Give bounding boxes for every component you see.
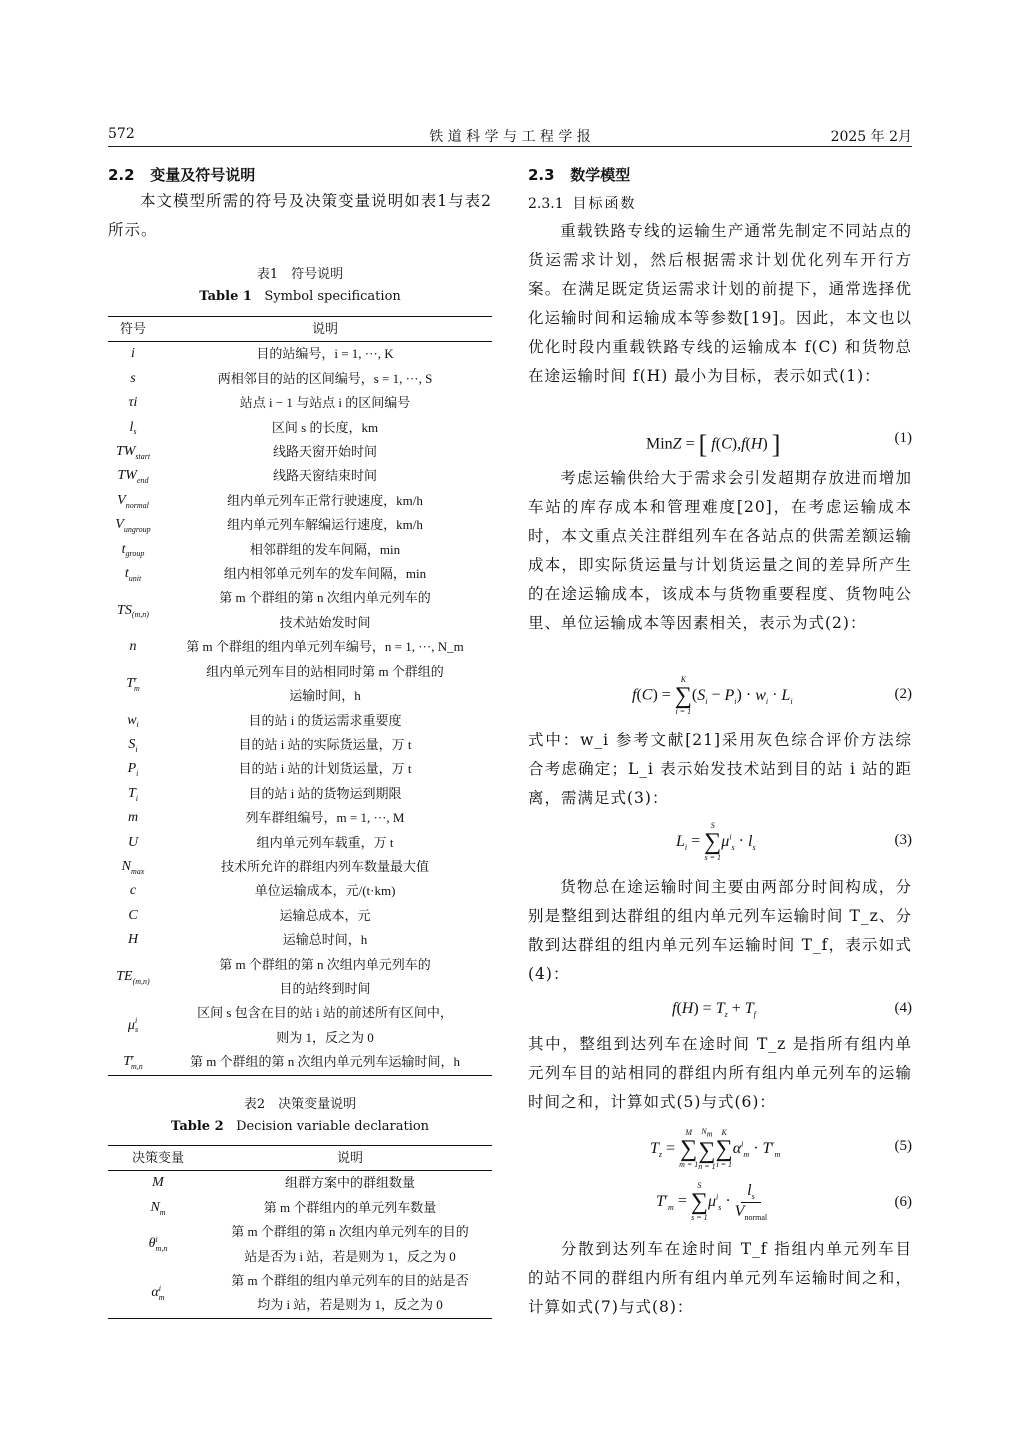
description-line: 第 m 个群组的第 n 次组内单元列车运输时间，h [189, 1054, 461, 1070]
symbol-cell [108, 367, 158, 391]
symbol-cell [108, 953, 158, 1002]
equation-number: (1) [894, 430, 912, 446]
section-heading-2-2 [108, 164, 255, 185]
symbol-subscript: (m,n) [132, 976, 150, 986]
description-cell [208, 1171, 492, 1196]
description-line: 组群方案中的群组数量 [284, 1175, 415, 1191]
symbol-cell [108, 1220, 208, 1269]
description-line: 技术所允许的群组内列车数量最大值 [220, 858, 429, 874]
description-line: 运输总时间，h [282, 932, 368, 948]
symbol-subscript: group [125, 549, 145, 559]
symbol-subscript: end [136, 476, 149, 486]
description-cell [158, 513, 492, 537]
description-cell [158, 782, 492, 806]
symbol-subscript: max [131, 866, 145, 876]
symbol-cell [108, 513, 158, 537]
symbol-cell [108, 464, 158, 488]
table1-title: Symbol specification [264, 289, 401, 304]
symbol-cell [108, 635, 158, 659]
table1 [108, 316, 492, 1076]
symbol-cell [108, 342, 158, 367]
table2 [108, 1145, 492, 1319]
table-row [108, 928, 492, 952]
paragraph-5-text: 其中，整组到达列车在途时间 T_z 是指所有组内单元列车目的站相同的群组内所有组内单元列车的运输时间之和，计算如式(5)与式(6)： [528, 1035, 912, 1111]
equation-4: $f(H) = T_z + T_f$ (4) [672, 1000, 912, 1020]
description-cell [158, 855, 492, 879]
description-line: 目的站终到时间 [279, 980, 371, 996]
description-line: 列车群组编号，m = 1, ···, M [245, 810, 405, 826]
symbol-subscript: normal [125, 500, 149, 510]
symbol-cell [108, 806, 158, 830]
description-line: 区间 s 的长度，km [271, 419, 379, 435]
symbol-base: T [126, 675, 134, 691]
symbol-superscript: r [134, 674, 138, 684]
description-line: 目的站 i 站的实际货运量，万 t [238, 736, 412, 752]
symbol-base: c [129, 883, 137, 899]
symbol-superscript [133, 418, 136, 427]
issue-date: 2025 年 2月 [830, 129, 912, 145]
description-cell [158, 342, 492, 367]
table-row [108, 953, 492, 1002]
description-cell [158, 953, 492, 1002]
description-line: 目的站编号，i = 1, ···, K [256, 346, 394, 362]
section-number: 2.3 [528, 166, 555, 184]
symbol-superscript: i [134, 1016, 138, 1026]
symbol-subscript: unit [128, 573, 142, 583]
description-cell [158, 416, 492, 440]
header-rule [108, 146, 912, 147]
table-row [108, 342, 492, 367]
symbol-subscript: m [134, 683, 140, 693]
symbol-cell [108, 391, 158, 415]
symbol-cell [108, 831, 158, 855]
description-cell [208, 1220, 492, 1269]
symbol-base: α [151, 1285, 159, 1301]
symbol-base: l [129, 419, 134, 435]
equation-2: f(C) = K ∑ i = 1 $(S_i - P_i) \cdot w_i \cdot L_i$ (2) [632, 675, 912, 716]
table-row [108, 416, 492, 440]
description-cell [158, 440, 492, 464]
symbol-cell [108, 489, 158, 513]
symbol-cell [108, 1171, 208, 1196]
symbol-subscript: m,n [155, 1244, 168, 1254]
symbol-cell [108, 733, 158, 757]
description-line: 第 m 个群组的第 n 次组内单元列车的目的 [231, 1224, 469, 1240]
symbol-base: C [128, 907, 138, 923]
description-line: 组内相邻单元列车的发车间隔，min [223, 566, 427, 582]
table-row [108, 660, 492, 709]
symbol-superscript [135, 443, 150, 452]
table-row [108, 806, 492, 830]
description-line: 线路天窗开始时间 [272, 444, 377, 460]
symbol-superscript [126, 492, 149, 501]
symbol-cell [108, 416, 158, 440]
description-line: 第 m 个群组的组内单元列车编号，n = 1, ···, N_m [186, 639, 464, 655]
table2-header-desc: 说明 [336, 1150, 363, 1165]
symbol-base: M [152, 1175, 164, 1191]
equation-1: MinZ = [ f(C),f(H) ] (1) [646, 430, 912, 459]
table-row [108, 1269, 492, 1318]
symbol-superscript [132, 601, 149, 610]
symbol-superscript [137, 711, 139, 720]
symbol-subscript: m [159, 1207, 166, 1217]
symbol-base: U [127, 834, 139, 850]
paragraph-4-text: 货物总在途运输时间主要由两部分时间构成，分别是整组到达群组的组内单元列车运输时间 T_z、分散到达群组的组内单元列车运输时间 T_f，表示如式(4)： [528, 878, 912, 983]
symbol-base: w [127, 712, 137, 728]
description-line: 单位运输成本，元/(t·km) [254, 883, 396, 899]
symbol-subscript: s [133, 427, 137, 437]
symbol-cell [108, 855, 158, 879]
symbol-cell [108, 1050, 158, 1075]
table1-caption-cn: 表1 符号说明 [256, 267, 344, 282]
symbol-base: V [117, 492, 126, 508]
symbol-base: S [128, 736, 136, 752]
table-row [108, 1171, 492, 1196]
symbol-superscript [136, 760, 138, 769]
symbol-cell [108, 538, 158, 562]
paragraph-2-text: 考虑运输供给大于需求会引发超期存放进而增加车站的库存成本和管理难度[20]，在考虑运输成本时，本文重点关注群组列车在各站点的供需差额运输成本，即实际货运量与计划货运量之间的差异所产生的在途运输成本，该成本与货物重要程度、货物吨公里、单位运输成本等因素相关，表示为式(2)： [528, 469, 912, 632]
symbol-cell [108, 904, 158, 928]
section-title: 变量及符号说明 [150, 166, 256, 184]
description-line: 目的站 i 站的计划货运量，万 t [238, 761, 412, 777]
description-cell [158, 904, 492, 928]
table-row [108, 757, 492, 781]
table1-header-desc: 说明 [311, 321, 338, 336]
table-row [108, 1196, 492, 1220]
symbol-superscript [133, 968, 150, 977]
symbol-base: i [131, 346, 135, 362]
symbol-subscript: i [135, 744, 138, 754]
table-row [108, 489, 492, 513]
description-cell [158, 538, 492, 562]
symbol-subscript: s [134, 1025, 139, 1035]
description-cell [158, 635, 492, 659]
symbol-cell [108, 1269, 208, 1318]
description-cell [158, 489, 492, 513]
section-heading-2-3 [528, 164, 630, 185]
symbol-superscript [135, 736, 137, 745]
symbol-cell [108, 879, 158, 903]
description-cell [158, 1050, 492, 1075]
page-number: 572 [108, 126, 135, 142]
symbol-cell [108, 440, 158, 464]
table-row [108, 635, 492, 659]
paragraph-5 [528, 1030, 912, 1117]
paragraph-4 [528, 873, 912, 989]
section-title: 数学模型 [570, 166, 631, 184]
description-line: 第 m 个群组的第 n 次组内单元列车的 [219, 590, 431, 606]
table-row [108, 879, 492, 903]
symbol-superscript [160, 1199, 166, 1208]
equation-number: (5) [894, 1138, 912, 1154]
symbol-subscript: ungroup [123, 525, 151, 535]
symbol-subscript: m [158, 1293, 165, 1303]
paragraph-6 [528, 1235, 912, 1322]
description-line: 则为 1，反之为 0 [276, 1029, 374, 1045]
journal-title: 铁 道 科 学 与 工 程 学 报 [429, 129, 591, 145]
equation-number: (3) [894, 832, 912, 848]
table-row [108, 709, 492, 733]
table-row [108, 782, 492, 806]
subsection-number: 2.3.1 [528, 196, 564, 212]
table-row [108, 513, 492, 537]
symbol-subscript: i [136, 769, 139, 779]
symbol-superscript [131, 858, 144, 867]
symbol-base: N [150, 1199, 160, 1215]
paragraph-6-text: 分散到达列车在途时间 T_f 指组内单元列车目的站不同的群组内所有组内单元列车运输时间之和，计算如式(7)与式(8)： [528, 1240, 912, 1316]
description-line: 区间 s 包含在目的站 i 站的前述所有区间中， [197, 1005, 453, 1021]
symbol-superscript [126, 540, 145, 549]
description-cell [158, 562, 492, 586]
symbol-base: m [127, 810, 139, 826]
symbol-base: s [130, 370, 136, 386]
paragraph-3-text: 式中：w_i 参考文献[21]采用灰色综合评价方法综合考虑确定；L_i 表示始发技术站到目的站 i 站的距离，需满足式(3)： [528, 731, 912, 807]
symbol-subscript: start [135, 451, 151, 461]
table-row [108, 464, 492, 488]
table-row [108, 1220, 492, 1269]
symbol-base: N [121, 858, 131, 874]
symbol-base: TE [116, 968, 133, 984]
symbol-base: μ [127, 1017, 135, 1033]
intro-paragraph [108, 187, 492, 245]
equation-number: (4) [894, 1000, 912, 1016]
symbol-cell [108, 757, 158, 781]
description-cell [158, 757, 492, 781]
symbol-base: P [127, 761, 137, 777]
description-line: 线路天窗结束时间 [272, 468, 377, 484]
table-row [108, 562, 492, 586]
table-row [108, 538, 492, 562]
table1-caption-en [108, 289, 492, 304]
symbol-superscript: i [155, 1235, 158, 1245]
description-line: 两相邻目的站的区间编号，s = 1, ···, S [217, 370, 433, 386]
description-line: 组内单元列车载重，万 t [256, 834, 394, 850]
description-cell [158, 660, 492, 709]
description-line: 运输时间，h [289, 688, 361, 704]
table-row [108, 586, 492, 635]
symbol-base: n [129, 639, 137, 655]
equation-3: $L_i$ = S ∑ s = 1 $\mu^i_s \cdot l_s$ (3) [676, 821, 912, 862]
symbol-cell [108, 782, 158, 806]
table2-title: Decision variable declaration [236, 1119, 430, 1134]
symbol-base: TW [117, 468, 137, 484]
symbol-superscript [129, 565, 141, 574]
symbol-superscript [136, 785, 138, 794]
symbol-superscript: r [131, 1052, 135, 1062]
symbol-base: V [115, 517, 124, 533]
table-row [108, 904, 492, 928]
table1-header-symbol: 符号 [119, 321, 146, 336]
table2-label: Table 2 [170, 1119, 224, 1134]
symbol-cell [108, 586, 158, 635]
description-cell [208, 1269, 492, 1318]
table-row [108, 831, 492, 855]
symbol-subscript: i [135, 793, 139, 803]
description-line: 第 m 个群组的第 n 次组内单元列车的 [219, 956, 431, 972]
description-line: 组内单元列车解编运行速度，km/h [227, 517, 423, 533]
description-cell [158, 391, 492, 415]
symbol-base: t [124, 566, 129, 582]
table1-label: Table 1 [199, 289, 252, 304]
symbol-cell [108, 660, 158, 709]
symbol-cell [108, 928, 158, 952]
symbol-superscript: i [158, 1284, 162, 1294]
description-cell [158, 806, 492, 830]
symbol-base: τi [128, 395, 138, 411]
description-cell [208, 1196, 492, 1220]
paragraph-1 [528, 217, 912, 391]
table-row [108, 1050, 492, 1075]
section-number: 2.2 [108, 166, 135, 184]
description-line: 技术站始发时间 [279, 614, 371, 630]
subsection-heading [528, 193, 637, 213]
description-line: 第 m 个群组内的单元列车数量 [263, 1199, 437, 1215]
table-row [108, 440, 492, 464]
symbol-superscript [137, 467, 149, 476]
description-line: 组内单元列车目的站相同时第 m 个群组的 [206, 663, 444, 679]
symbol-superscript [124, 516, 151, 525]
table2-header-var: 决策变量 [131, 1150, 184, 1165]
paragraph-3 [528, 726, 912, 813]
description-cell [158, 879, 492, 903]
equation-5: $T_z$ = M ∑ m = 1 $N_m$ ∑ n = 1 K ∑ i = 1 $\alpha^i_m \cdot T^r_m$ (5) [650, 1127, 912, 1171]
symbol-subscript: i [136, 720, 139, 730]
equation-number: (2) [894, 686, 912, 702]
description-cell [158, 928, 492, 952]
description-cell [158, 367, 492, 391]
subsection-title: 目标函数 [572, 196, 637, 212]
description-line: 运输总成本，元 [279, 907, 371, 923]
description-line: 目的站 i 站的货物运到期限 [248, 785, 402, 801]
symbol-cell [108, 709, 158, 733]
description-line: 站点 i − 1 与站点 i 的区间编号 [239, 395, 411, 411]
symbol-base: TS [117, 602, 132, 618]
description-cell [158, 733, 492, 757]
table-row [108, 1001, 492, 1050]
symbol-subscript: (m,n) [131, 610, 149, 620]
description-line: 相邻群组的发车间隔，min [249, 541, 401, 557]
description-cell [158, 464, 492, 488]
description-line: 均为 i 站，若是则为 1，反之为 0 [257, 1297, 443, 1313]
description-cell [158, 1001, 492, 1050]
table2-caption-cn: 表2 决策变量说明 [243, 1097, 357, 1112]
description-cell [158, 709, 492, 733]
table-row [108, 391, 492, 415]
symbol-cell [108, 1001, 158, 1050]
description-line: 组内单元列车正常行驶速度，km/h [227, 492, 423, 508]
description-cell [158, 586, 492, 635]
description-line: 站是否为 i 站，若是则为 1，反之为 0 [244, 1248, 456, 1264]
table-row [108, 733, 492, 757]
table2-caption-en [108, 1119, 492, 1134]
symbol-base: t [121, 541, 126, 557]
symbol-base: θ [148, 1236, 156, 1252]
symbol-base: H [127, 932, 139, 948]
table-row [108, 367, 492, 391]
paragraph-1-text: 重载铁路专线的运输生产通常先制定不同站点的货运需求计划，然后根据需求计划优化列车开行方案。在满足既定货运需求计划的前提下，通常选择优化运输时间和运输成本等参数[19]。因此，本文也以优化时段内重载铁路专线的运输成本 f(C) 和货物总在途运输时间 f(H) 最小为目标，表示如式(1)： [528, 222, 912, 385]
description-cell [158, 831, 492, 855]
equation-number: (6) [894, 1194, 912, 1210]
symbol-base: T [127, 785, 136, 801]
symbol-subscript: m,n [131, 1061, 143, 1071]
intro-text: 本文模型所需的符号及决策变量说明如表1与表2所示。 [108, 192, 492, 239]
description-line: 第 m 个群组的组内单元列车的目的站是否 [231, 1273, 469, 1289]
table-row [108, 855, 492, 879]
paragraph-2 [528, 464, 912, 638]
symbol-cell [108, 562, 158, 586]
symbol-cell [108, 1196, 208, 1220]
symbol-base: T [123, 1054, 131, 1070]
symbol-base: TW [115, 444, 136, 460]
equation-6: $T^r_m$ = S ∑ s = 1 $\mu^i_s$ · $\frac{l_s}{V_{normal}}$ (6) [656, 1181, 912, 1222]
description-line: 目的站 i 的货运需求重要度 [248, 712, 402, 728]
